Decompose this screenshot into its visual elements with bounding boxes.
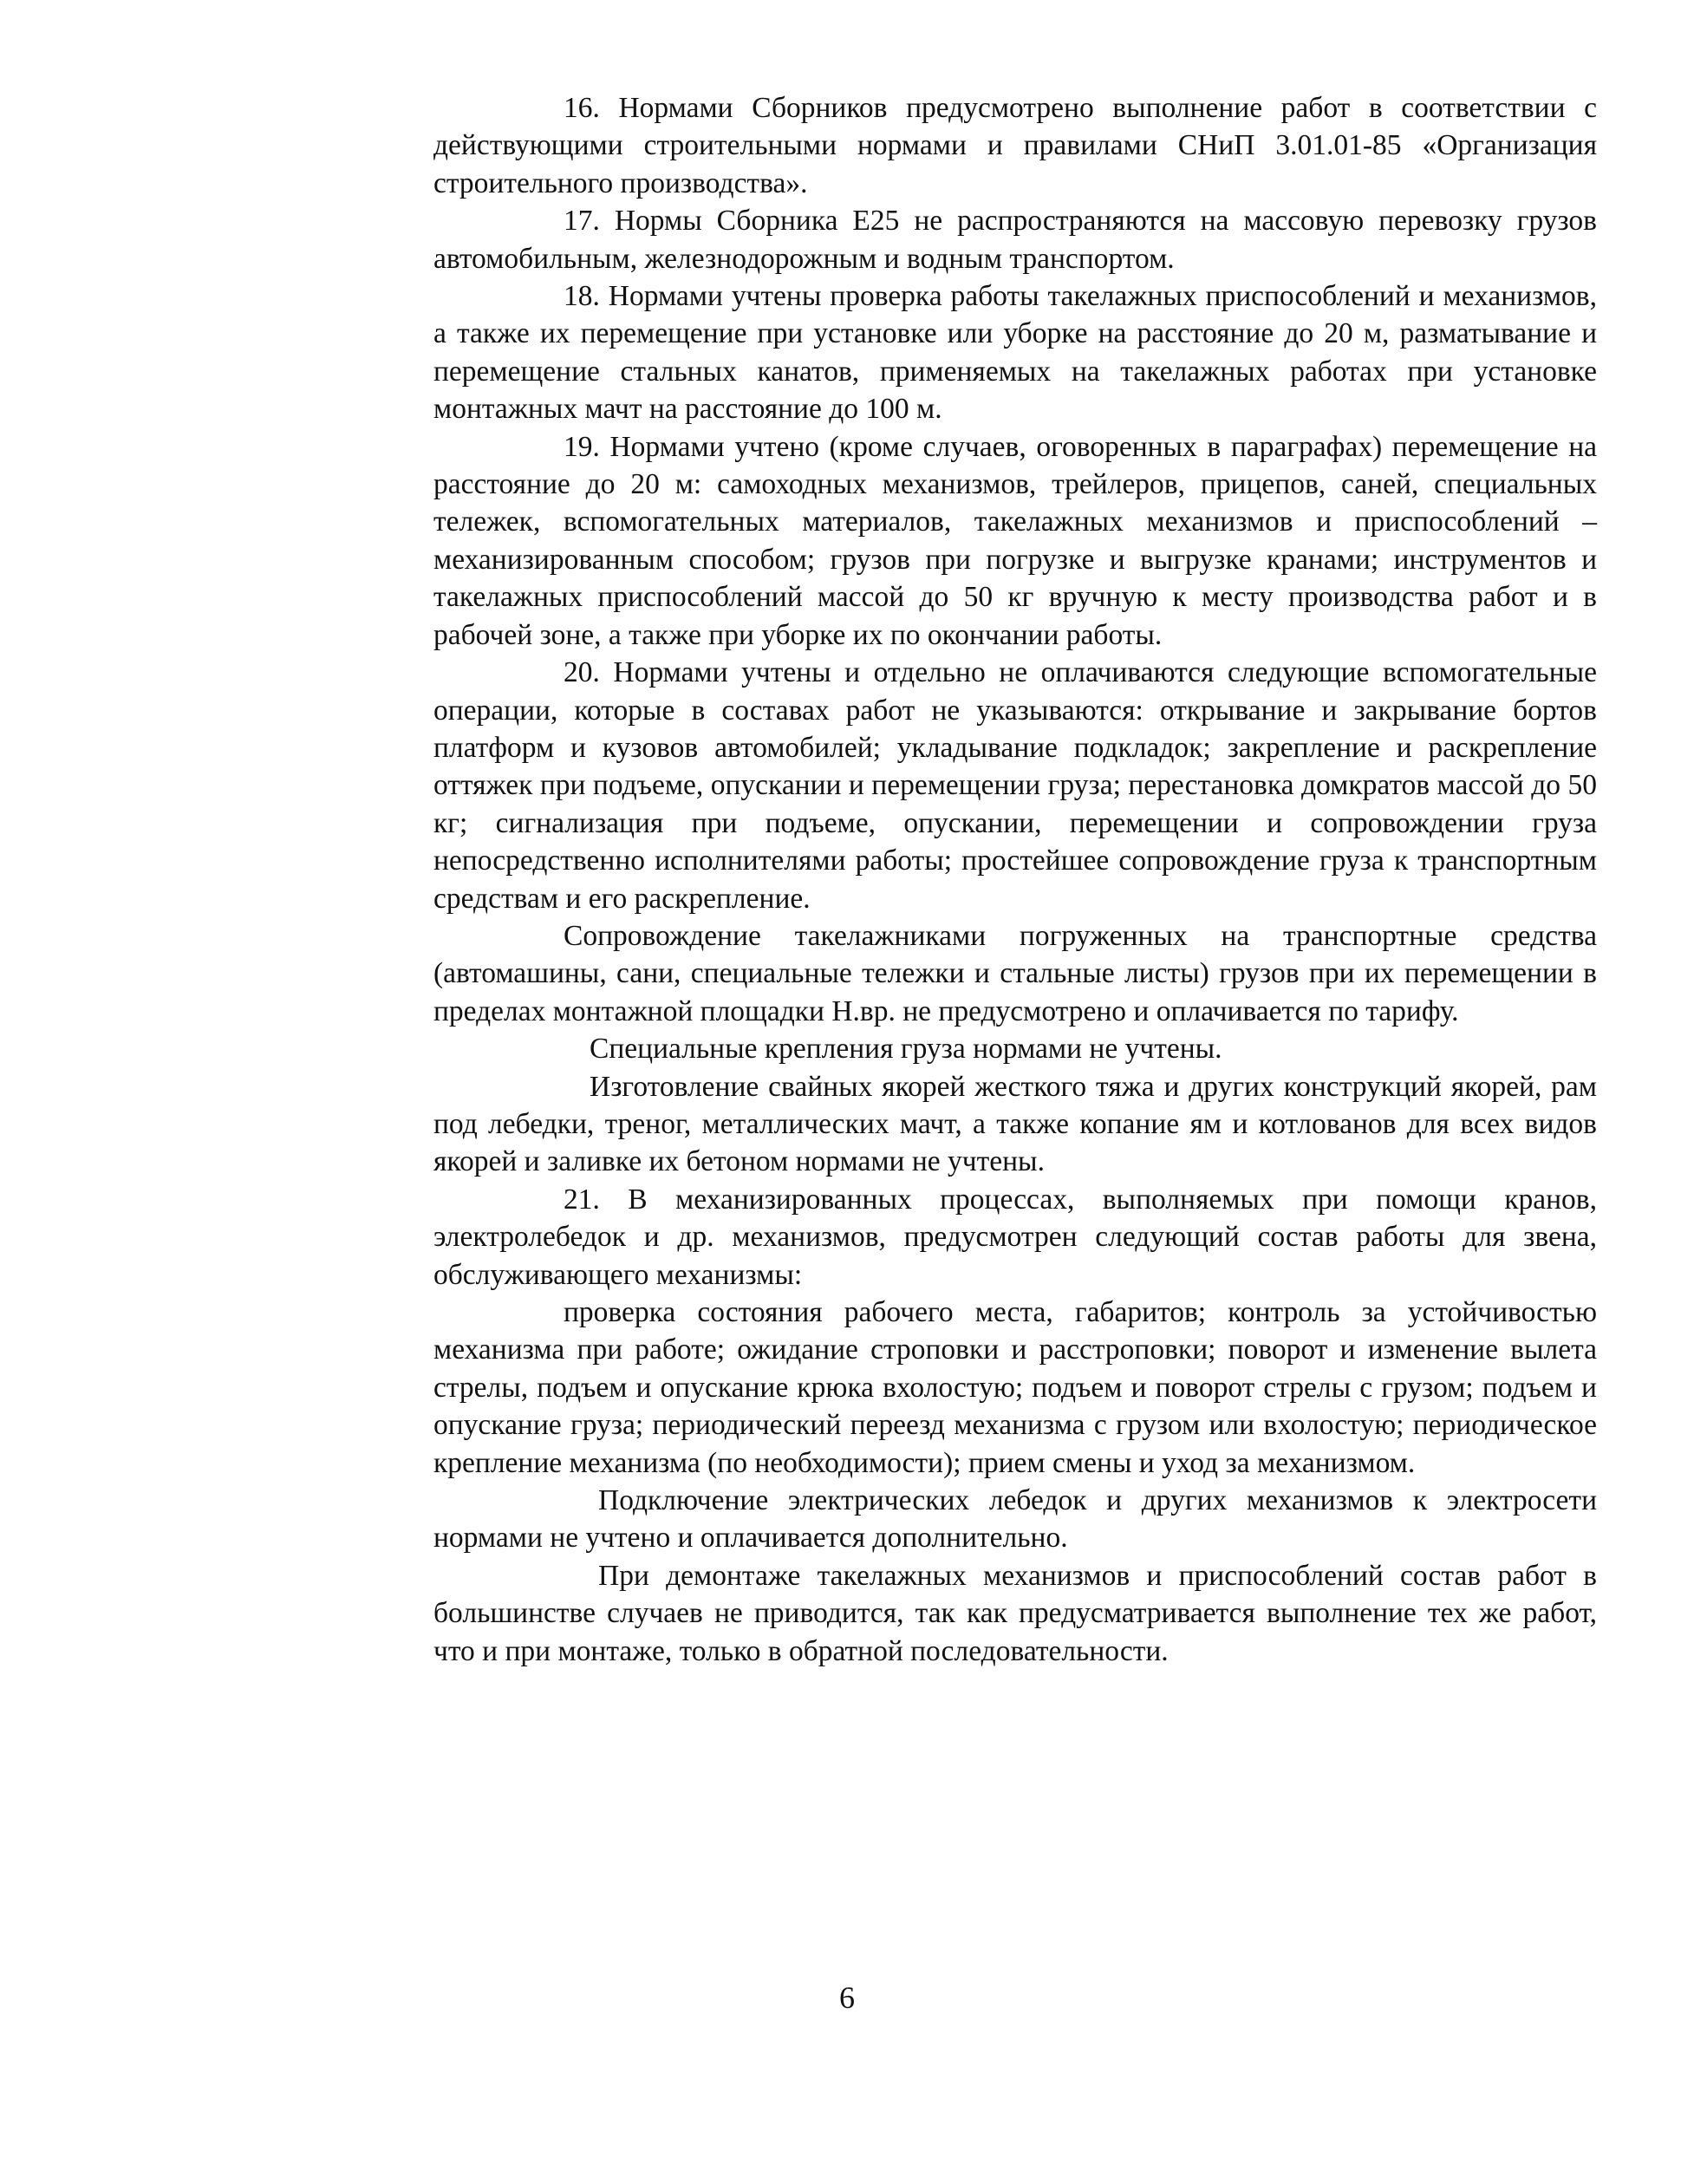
paragraph-18: 18. Нормами учтены проверка работы такелажных приспособлений и механизмов, а также их перемещение при установке или уборке на расстояние до 20 м, разматывание и перемещение стальных канатов, применяемых на такелажных работах при установке монтажных мачт на расстояние до 100 м.	[433, 280, 1597, 426]
paragraph-anchors: Изготовление свайных якорей жесткого тяжа и других конструкций якорей, рам под лебедки, треног, металлических мачт, а также копание ям и котлованов для всех видов якорей и заливке их бетоном нормами не учтены.	[433, 1070, 1597, 1178]
paragraph-17: 17. Нормы Сборника Е25 не распространяются на массовую перевозку грузов автомобильным, железнодорожным и водным транспортом.	[433, 205, 1597, 275]
paragraph-winch-connection: Подключение электрических лебедок и других механизмов к электросети нормами не учтено и оплачивается дополнительно.	[433, 1484, 1597, 1555]
paragraph-special-fastening: Специальные крепления груза нормами не учтены.	[590, 1033, 1222, 1066]
paragraph-16: 16. Нормами Сборников предусмотрено выполнение работ в соответствии с действующими строительными нормами и правилами СНиП 3.01.01-85 «Организация строительного производства».	[433, 92, 1597, 199]
body-text	[433, 89, 1597, 1670]
paragraph-21: 21. В механизированных процессах, выполняемых при помощи кранов, электролебедок и др. механизмов, предусмотрен следующий состав работы для звена, обслуживающего механизмы:	[433, 1183, 1597, 1291]
paragraph-20: 20. Нормами учтены и отдельно не оплачиваются следующие вспомогательные операции, которые в составах работ не указываются: открывание и закрывание бортов платформ и кузовов автомобилей; укладывание подкладок; закрепление и раскрепление оттяжек при подъеме, опускании и перемещении груза; перестановка домкратов массой до 50 кг; сигнализация при подъеме, опускании, перемещении и сопровождении груза непосредственно исполнителями работы; простейшее сопровождение груза к транспортным средствам и его раскрепление.	[433, 656, 1597, 915]
paragraph-escort: Сопровождение такелажниками погруженных на транспортные средства (автомашины, сани, специальные тележки и стальные листы) грузов при их перемещении в пределах монтажной площадки Н.вр. не предусмотрено и оплачивается по тарифу.	[433, 919, 1597, 1027]
paragraph-work-composition: проверка состояния рабочего места, габаритов; контроль за устойчивостью механизма при работе; ожидание строповки и расстроповки; поворот и изменение вылета стрелы, подъем и опускание крюка вхолостую; подъем и поворот стрелы с грузом; подъем и опускание груза; периодический переезд механизма с грузом или вхолостую; периодическое крепление механизма (по необходимости); прием смены и уход за механизмом.	[433, 1296, 1597, 1479]
paragraph-19: 19. Нормами учтено (кроме случаев, оговоренных в параграфах) перемещение на расстояние до 20 м: самоходных механизмов, трейлеров, прицепов, саней, специальных тележек, вспомогательных материалов, такелажных механизмов и приспособлений – механизированным способом; грузов при погрузке и выгрузке кранами; инструментов и такелажных приспособлений массой до 50 кг вручную к месту производства работ и в рабочей зоне, а также при уборке их по окончании работы.	[433, 430, 1597, 651]
page-number: 6	[839, 1980, 855, 2015]
paragraph-dismantling: При демонтаже такелажных механизмов и приспособлений состав работ в большинстве случаев не приводится, так как предусматривается выполнение тех же работ, что и при монтаже, только в обратной последовательности.	[433, 1559, 1597, 1667]
